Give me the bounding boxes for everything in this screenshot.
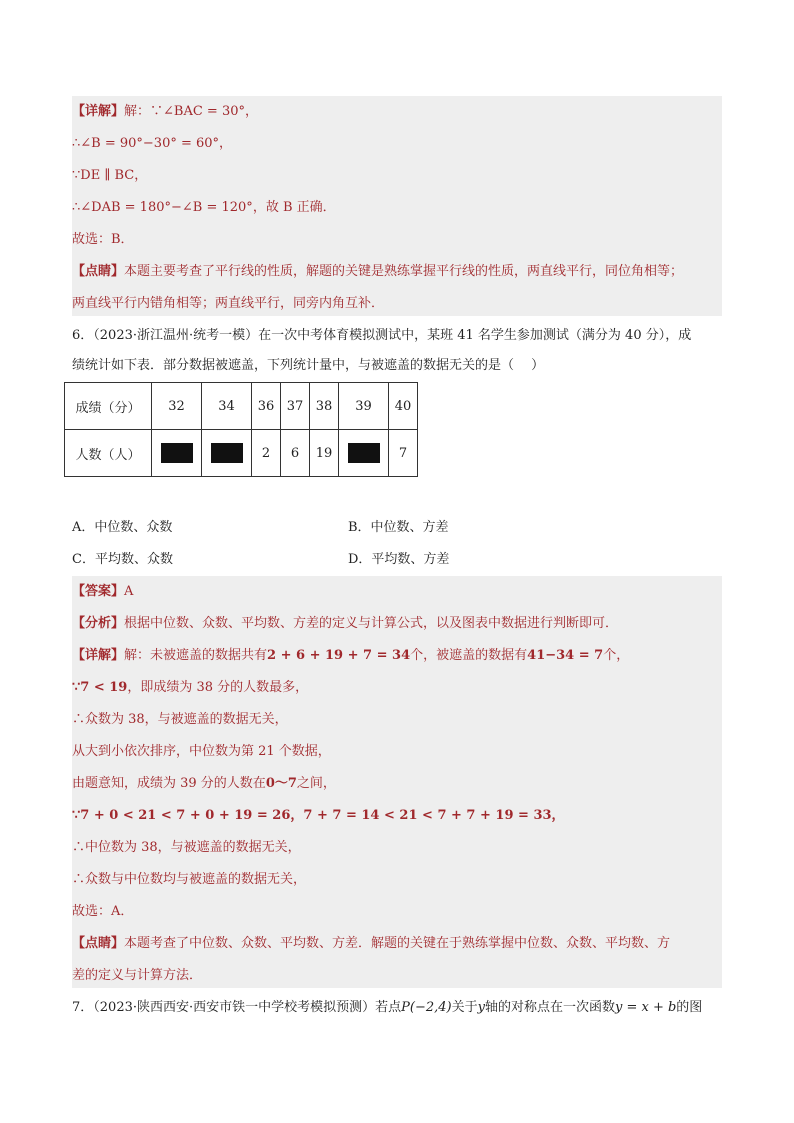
score-cell: 32 bbox=[152, 383, 202, 430]
tip-text: 本题考查了中位数、众数、平均数、方差．解题的关键在于熟练掌握中位数、众数、平均数、方 bbox=[124, 936, 671, 951]
table-row-scores bbox=[65, 383, 418, 430]
covered-cell bbox=[202, 430, 252, 477]
option-c: C．平均数、众数 bbox=[72, 552, 173, 567]
detail-text: 个， bbox=[603, 648, 630, 663]
q6-detail-line-6: ∵7 + 0 < 21 < 7 + 0 + 19 = 26，7 + 7 = 14 < 21 < 7 + 7 + 19 = 33， bbox=[72, 808, 565, 823]
q6-tip-line-2: 差的定义与计算方法． bbox=[72, 968, 203, 983]
q5-detail-line-2: ∴∠B = 90°−30° = 60°， bbox=[72, 136, 233, 151]
q6-tip-line-1 bbox=[72, 930, 722, 958]
math-expression: 0～7 bbox=[265, 776, 297, 791]
q6-detail-line-8: ∴众数与中位数均与被遮盖的数据无关， bbox=[72, 872, 307, 887]
cover-block bbox=[161, 443, 193, 463]
cover-block bbox=[211, 443, 243, 463]
detail-tag: 【详解】 bbox=[72, 104, 125, 119]
math-expression: P(−2,4) bbox=[401, 1000, 452, 1015]
table-row-counts bbox=[65, 430, 418, 477]
q6-detail-line-3: ∴众数为 38，与被遮盖的数据无关， bbox=[72, 712, 288, 727]
stem-text: 7．（2023·陕西西安·西安市铁一中学校考模拟预测）若点 bbox=[72, 1000, 402, 1015]
q5-tip-line-2: 两直线平行内错角相等；两直线平行，同旁内角互补． bbox=[72, 296, 385, 311]
analysis-tag: 【分析】 bbox=[72, 616, 125, 631]
score-cell: 39 bbox=[339, 383, 389, 430]
q6-answer-line bbox=[72, 578, 722, 606]
tip-tag: 【点睛】 bbox=[72, 264, 125, 279]
stem-text: 的图 bbox=[676, 1000, 703, 1015]
option-d: D．平均数、方差 bbox=[348, 552, 450, 567]
q6-detail-line-4: 从大到小依次排序，中位数为第 21 个数据， bbox=[72, 744, 331, 759]
count-cell: 19 bbox=[310, 430, 339, 477]
option-b: B．中位数、方差 bbox=[348, 520, 449, 535]
detail-text: 解：未被遮盖的数据共有 bbox=[124, 648, 268, 663]
score-cell: 37 bbox=[281, 383, 310, 430]
score-cell: 36 bbox=[252, 383, 281, 430]
tip-tag: 【点睛】 bbox=[72, 936, 125, 951]
detail-text: ，故 B 正确． bbox=[252, 200, 336, 215]
option-a: A．中位数、众数 bbox=[72, 520, 173, 535]
score-cell: 40 bbox=[389, 383, 418, 430]
q6-detail-line-1 bbox=[72, 642, 722, 670]
math-expression: y = x + b bbox=[614, 1000, 677, 1015]
count-cell: 6 bbox=[281, 430, 310, 477]
q6-stem-line-1: 6．（2023·浙江温州·统考一模）在一次中考体育模拟测试中，某班 41 名学生参加测试（满分为 40 分），成 bbox=[72, 328, 692, 343]
math-expression: 41−34 = 7 bbox=[527, 648, 604, 663]
detail-text: ，即成绩为 38 分的人数最多， bbox=[127, 680, 309, 695]
q6-detail-line-2 bbox=[72, 674, 722, 702]
answer-value: A bbox=[124, 584, 134, 599]
count-cell: 7 bbox=[389, 430, 418, 477]
tip-text: 本题主要考查了平行线的性质，解题的关键是熟练掌握平行线的性质，两直线平行，同位角相等； bbox=[124, 264, 684, 279]
detail-text: 解：∵∠BAC = 30°， bbox=[124, 104, 258, 119]
answer-tag: 【答案】 bbox=[72, 584, 125, 599]
math-expression: 2 + 6 + 19 + 7 = 34 bbox=[267, 648, 411, 663]
q6-detail-line-7: ∴中位数为 38，与被遮盖的数据无关， bbox=[72, 840, 301, 855]
stem-text: 轴的对称点在一次函数 bbox=[484, 1000, 615, 1015]
q6-detail-line-5 bbox=[72, 770, 722, 798]
count-cell: 2 bbox=[252, 430, 281, 477]
stem-text: 关于 bbox=[451, 1000, 478, 1015]
q5-tip-line-1 bbox=[72, 258, 722, 286]
q5-detail-line-4 bbox=[72, 194, 722, 222]
q5-choice-line: 故选：B． bbox=[72, 232, 134, 247]
score-cell: 34 bbox=[202, 383, 252, 430]
row-label-score: 成绩（分） bbox=[65, 383, 152, 430]
q5-detail-line-1 bbox=[72, 98, 722, 126]
cover-block bbox=[348, 443, 380, 463]
q7-stem-line-1 bbox=[72, 994, 722, 1022]
analysis-text: 根据中位数、众数、平均数、方差的定义与计算公式，以及图表中数据进行判断即可． bbox=[124, 616, 619, 631]
q5-detail-line-3: ∵DE ∥ BC， bbox=[72, 168, 148, 183]
q6-choice-line: 故选：A． bbox=[72, 904, 134, 919]
covered-cell bbox=[339, 430, 389, 477]
score-cell: 38 bbox=[310, 383, 339, 430]
math-expression: ∴∠DAB = 180°−∠B = 120° bbox=[72, 200, 253, 215]
math-expression: y bbox=[477, 1000, 485, 1015]
detail-tag: 【详解】 bbox=[72, 648, 125, 663]
q6-stem-line-2: 绩统计如下表．部分数据被遮盖，下列统计量中，与被遮盖的数据无关的是（ ） bbox=[72, 358, 545, 373]
score-table bbox=[64, 382, 418, 477]
covered-cell bbox=[152, 430, 202, 477]
math-expression: ∵7 < 19 bbox=[72, 680, 128, 695]
detail-text: 之间， bbox=[296, 776, 336, 791]
detail-text: 由题意知，成绩为 39 分的人数在 bbox=[72, 776, 266, 791]
detail-text: 个，被遮盖的数据有 bbox=[410, 648, 528, 663]
row-label-count: 人数（人） bbox=[65, 430, 152, 477]
q6-analysis-line bbox=[72, 610, 722, 638]
